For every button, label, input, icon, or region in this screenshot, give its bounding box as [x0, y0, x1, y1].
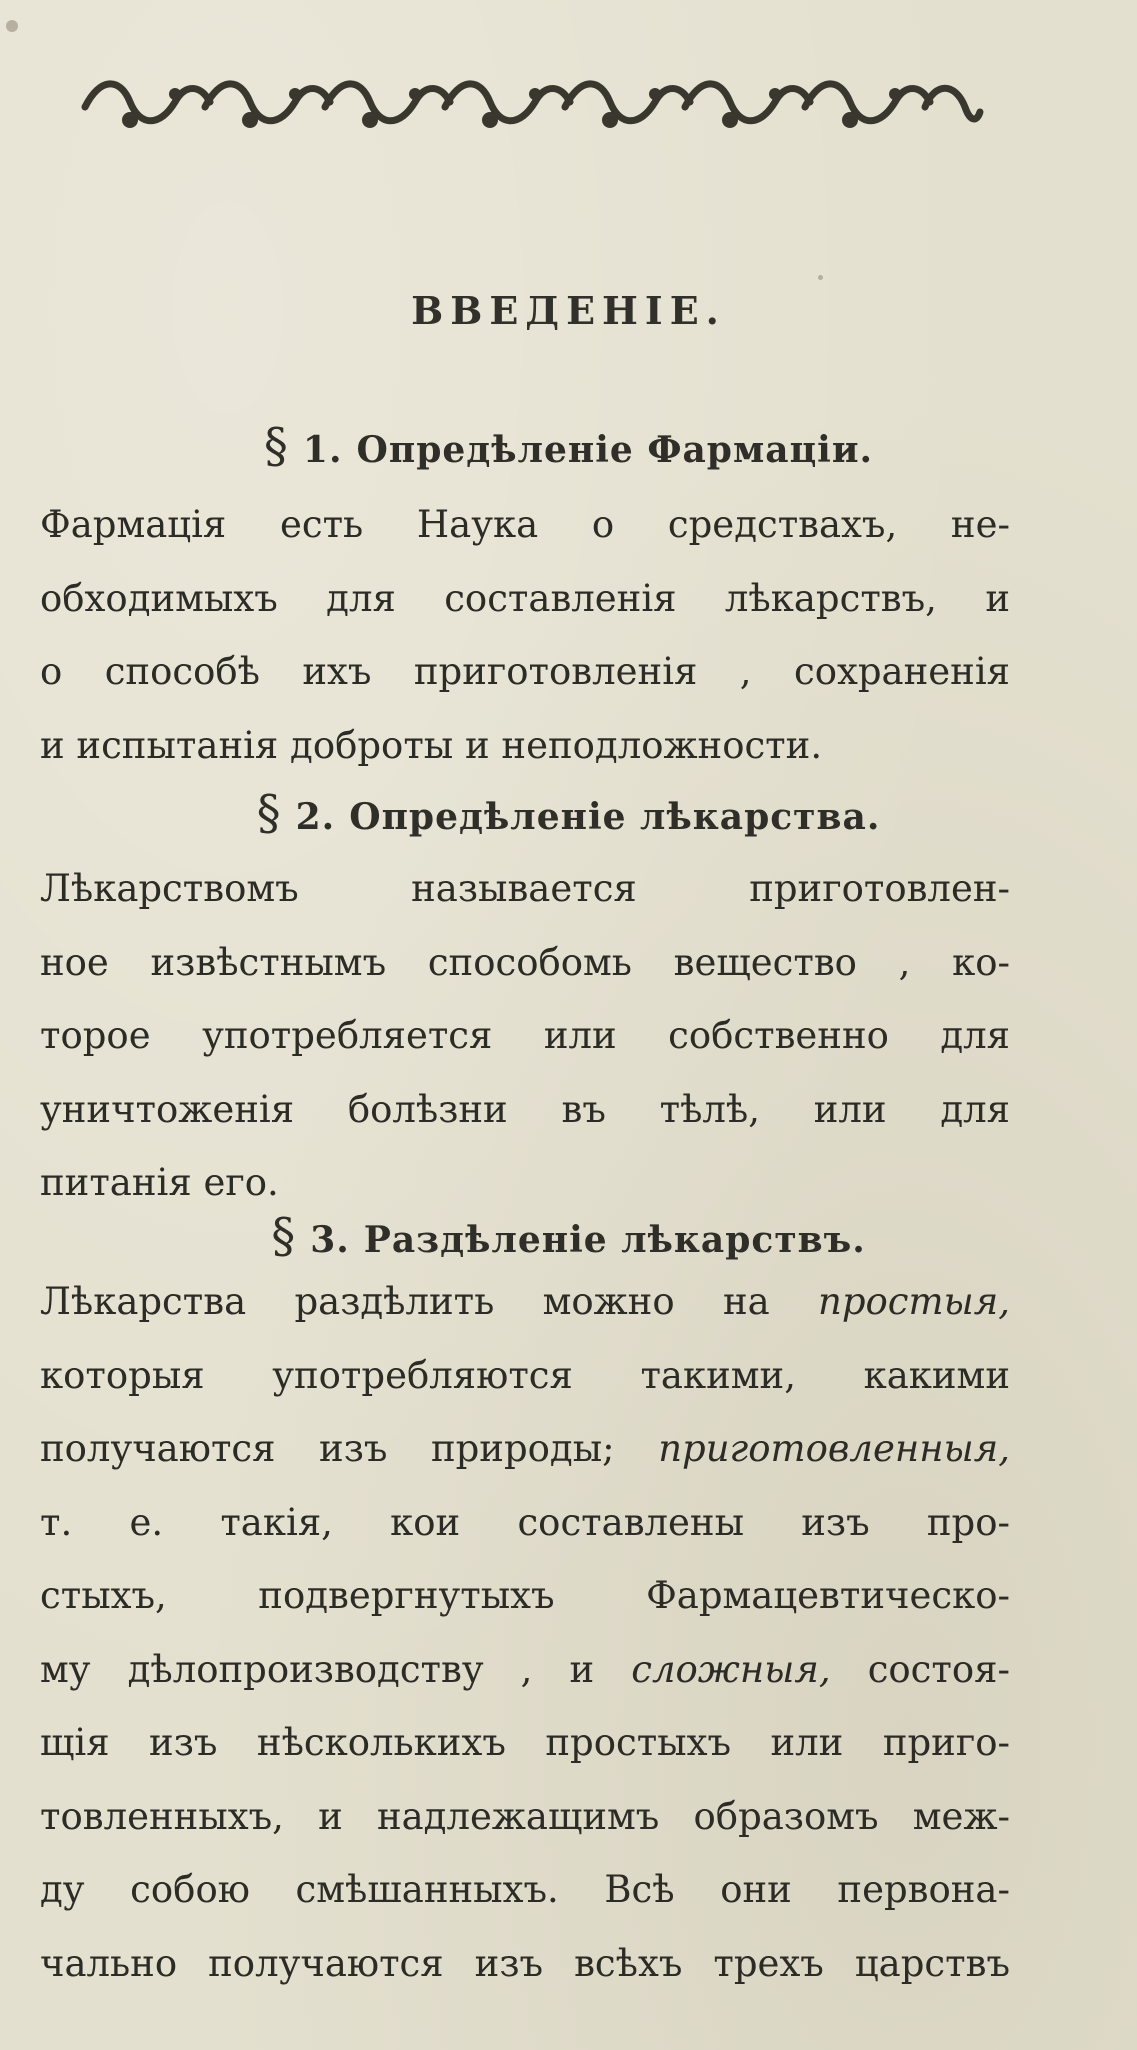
text-line — [40, 1412, 1010, 1486]
section-title-text: Опредѣленiе Фармацiи. — [356, 429, 874, 471]
paper-speck — [6, 20, 18, 32]
text-segment: получаются изъ природы; — [40, 1427, 615, 1470]
text-line: которыя употребляются такими, какими — [40, 1353, 1010, 1397]
text-segment: состоя- — [867, 1647, 1010, 1691]
text-line: т. е. такiя, кои составлены изъ про- — [40, 1500, 1010, 1544]
section-mark: § — [256, 785, 282, 841]
text-line — [40, 1633, 1010, 1707]
section-1-title — [0, 418, 1137, 474]
text-segment: му дѣлопроизводству , и — [40, 1647, 595, 1691]
text-line: товленныхъ, и надлежащимъ образомъ меж- — [40, 1794, 1010, 1838]
emphasis-simple: простыя, — [818, 1280, 1010, 1323]
section-number: 1. — [302, 429, 343, 471]
text-line: чально получаются изъ всѣхъ трехъ царствъ — [40, 1941, 1010, 1985]
section-3-paragraph — [40, 1265, 1010, 2000]
section-2-paragraph — [40, 852, 1010, 1220]
text-line: ное извѣстнымъ способомь вещество , ко- — [40, 940, 1010, 984]
text-segment: Лѣкарства раздѣлить можно на — [40, 1280, 770, 1323]
paper-speck — [818, 275, 823, 280]
section-mark: § — [263, 418, 289, 474]
section-title-text: Раздѣленiе лѣкарствъ. — [363, 1219, 866, 1261]
text-line — [40, 1265, 1010, 1339]
text-line: уничтоженiя болѣзни въ тѣлѣ, или для — [40, 1087, 1010, 1131]
section-mark: § — [271, 1208, 297, 1264]
emphasis-prepared: приготовленныя, — [658, 1427, 1011, 1470]
section-title-text: Опредѣленiе лѣкарства. — [349, 796, 881, 838]
section-2-title — [0, 785, 1137, 841]
section-number: 3. — [310, 1219, 350, 1261]
text-line: о способѣ ихъ приготовленiя , сохраненiя — [40, 650, 1010, 693]
section-number: 2. — [295, 796, 336, 838]
chapter-heading: ВВЕДЕНIЕ. — [411, 288, 726, 333]
text-line: ду собою смѣшанныхъ. Всѣ они первона- — [40, 1868, 1010, 1911]
text-line: питанiя его. — [40, 1161, 279, 1204]
text-line: Лѣкарствомъ называется приготовлен- — [40, 867, 1010, 910]
text-line: торое употребляется или собственно для — [40, 1014, 1010, 1057]
text-line: Фармацiя есть Наука о средствахъ, не- — [40, 503, 1010, 546]
section-1-paragraph — [40, 488, 1010, 782]
text-line: и испытанiя доброты и неподложности. — [40, 723, 823, 767]
text-line: обходимыхъ для составленiя лѣкарствъ, и — [40, 576, 1010, 620]
text-line: стыхъ, подвергнутыхъ Фармацевтическо- — [40, 1574, 1010, 1617]
section-3-title — [0, 1208, 1137, 1264]
text-line: щiя изъ нѣсколькихъ простыхъ или приго- — [40, 1721, 1010, 1764]
ornamental-border — [75, 72, 985, 142]
emphasis-complex: сложныя, — [631, 1647, 831, 1691]
